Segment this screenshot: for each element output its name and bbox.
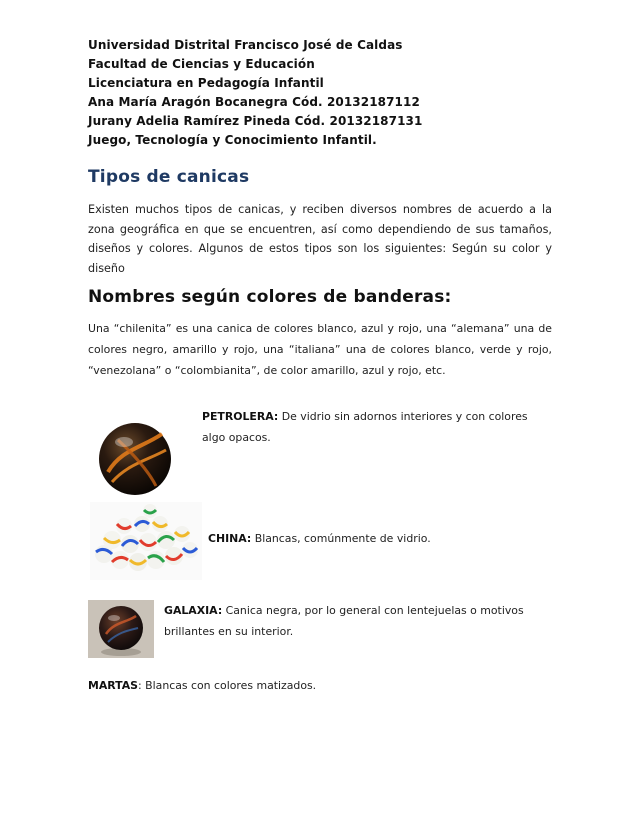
type-desc-china: Blancas, comúnmente de vidrio. xyxy=(251,532,431,545)
type-martas xyxy=(88,675,548,696)
type-name-galaxia: GALAXIA: xyxy=(164,604,223,617)
type-desc-petrolera: De vidrio sin adornos interiores y con colores algo opacos. xyxy=(202,410,528,444)
type-desc-galaxia: Canica negra, por lo general con lentejuelas o motivos brillantes en su interior. xyxy=(164,604,524,638)
type-name-martas: MARTAS xyxy=(88,679,139,692)
china-marbles-image xyxy=(90,502,202,580)
section-title-tipos: Tipos de canicas xyxy=(88,167,250,187)
type-name-china: CHINA: xyxy=(208,532,252,545)
header-line-course: Juego, Tecnología y Conocimiento Infantil. xyxy=(88,133,377,147)
intro-paragraph: Existen muchos tipos de canicas, y reciben diversos nombres de acuerdo a la zona geográfica en que se encuentren, así como dependiendo de sus tamaños, diseños y colores. Algunos de estos tipos son los siguientes: Según su color y diseño xyxy=(88,203,552,275)
section-title-banderas: Nombres según colores de banderas: xyxy=(88,287,452,307)
header-line-author-2: Jurany Adelia Ramírez Pineda Cód. 20132187131 xyxy=(88,114,423,128)
header-line-author-1: Ana María Aragón Bocanegra Cód. 20132187112 xyxy=(88,95,420,109)
type-china xyxy=(208,528,548,549)
type-desc-martas: : Blancas con colores matizados. xyxy=(138,679,317,692)
header-line-university: Universidad Distrital Francisco José de Caldas xyxy=(88,38,403,52)
header-line-program: Licenciatura en Pedagogía Infantil xyxy=(88,76,324,90)
type-name-petrolera: PETROLERA: xyxy=(202,410,279,423)
type-petrolera xyxy=(202,406,552,448)
type-galaxia xyxy=(164,600,552,642)
petrolera-marble-image xyxy=(96,420,174,498)
galaxia-marble-image xyxy=(88,600,154,658)
flags-paragraph: Una “chilenita” es una canica de colores blanco, azul y rojo, una “alemana” una de colores negro, amarillo y rojo, una “italiana” una de colores blanco, verde y rojo, “venezolana” o “colombianita”, de color amarillo, azul y rojo, etc. xyxy=(88,322,552,377)
header-line-faculty: Facultad de Ciencias y Educación xyxy=(88,57,315,71)
document-header xyxy=(88,36,568,150)
